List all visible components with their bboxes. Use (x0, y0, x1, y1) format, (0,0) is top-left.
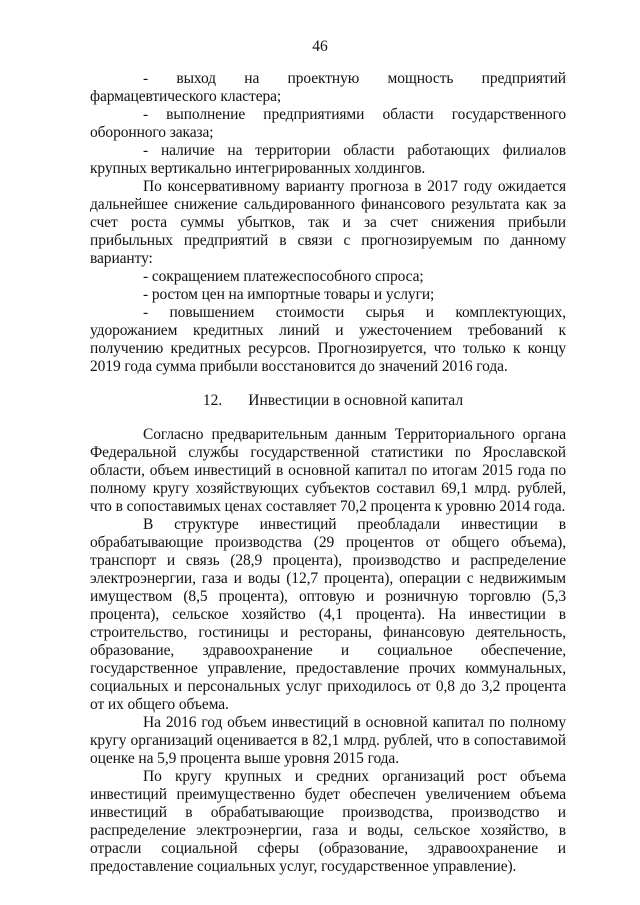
section-heading (90, 392, 566, 410)
paragraph: - сокращением платежеспособного спроса; (143, 268, 424, 285)
document-body (90, 70, 566, 876)
paragraph: По консервативному варианту прогноза в 2017 году ожидается дальнейшее снижение сальдированного финансового результата как за счет роста суммы убытков, так и за счет снижения прибыли прибыльных предприятий в связи с прогнозируемым по данному варианту: (90, 178, 566, 267)
paragraph: По кругу крупных и средних организаций рост объема инвестиций преимущественно будет обеспечен увеличением объема инвестиций в обрабатывающие производства, производство и распределение электроэнергии, газа и воды, сельское хозяйство, в отрасли социальной сферы (образование, здравоохранение и предоставление социальных услуг, государственное управление). (90, 768, 566, 875)
section-title: Инвестиции в основной капитал (248, 392, 464, 409)
paragraph: Согласно предварительным данным Территориального органа Федеральной службы государственной статистики по Ярославской области, объем инвестиций в основной капитал по итогам 2015 года по полному кругу хозяйствующих субъектов составил 69,1 млрд. рублей, что в сопоставимых ценах составляет 70,2 процента к уровню 2014 года. (90, 426, 566, 515)
paragraph: - выход на проектную мощность предприятий фармацевтического кластера; (90, 70, 566, 105)
paragraph: - наличие на территории области работающих филиалов крупных вертикально интегрированных холдингов. (90, 142, 566, 177)
paragraph: - выполнение предприятиями области государственного оборонного заказа; (90, 106, 566, 141)
page-number: 46 (312, 38, 328, 55)
paragraph: В структуре инвестиций преобладали инвестиции в обрабатывающие производства (29 процентов от общего объема), транспорт и связь (28,9 процента), производство и распределение электроэнергии, газа и воды (12,7 процента), операции с недвижимым имуществом (8,5 процента), оптовую и розничную торговлю (5,3 процента), сельское хозяйство (4,1 процента). На инвестиции в строительство, гостиницы и рестораны, финансовую деятельность, образование, здравоохранение и социальное обеспечение, государственное управление, предоставление прочих коммунальных, социальных и персональных услуг приходилось от 0,8 до 3,2 процента от их общего объема. (90, 516, 566, 713)
paragraph: - ростом цен на импортные товары и услуги; (143, 286, 435, 303)
section-number: 12. (202, 392, 223, 409)
paragraph: На 2016 год объем инвестиций в основной капитал по полному кругу организаций оценивается в 82,1 млрд. рублей, что в сопоставимой оценке на 5,9 процента выше уровня 2015 года. (90, 714, 566, 767)
paragraph: - повышением стоимости сырья и комплектующих, удорожанием кредитных линий и ужесточением требований к получению кредитных ресурсов. Прогнозируется, что только к концу 2019 года сумма прибыли восстановится до значений 2016 года. (90, 304, 566, 375)
